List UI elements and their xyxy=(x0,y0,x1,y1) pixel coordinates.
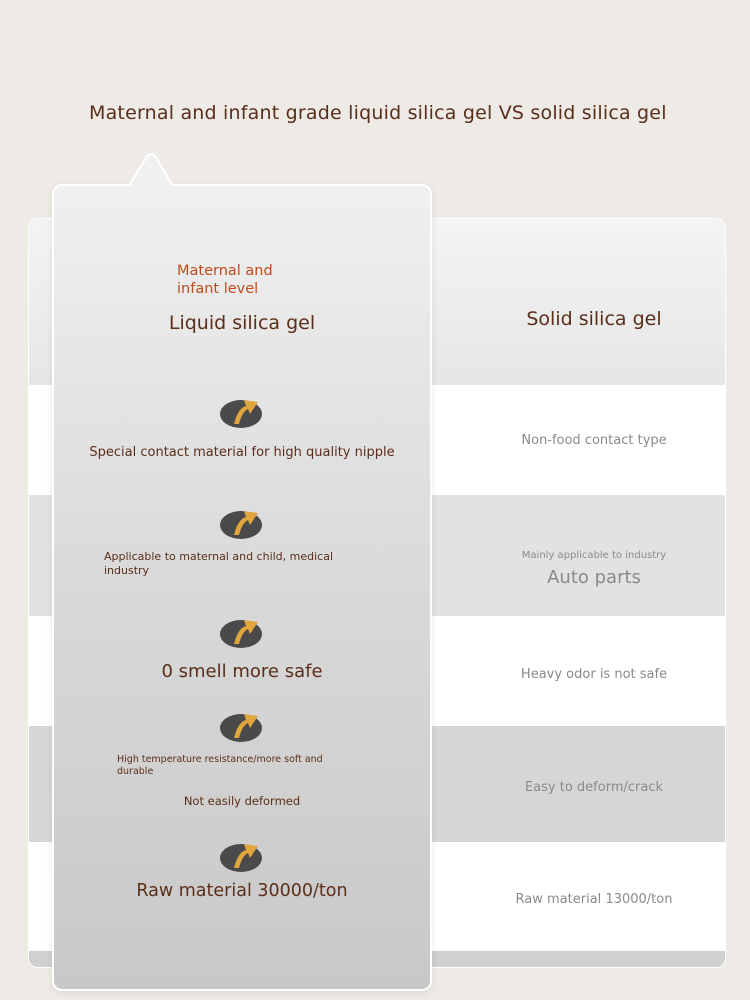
solid-silica-header-label: Solid silica gel xyxy=(526,308,662,330)
right-cell-5 xyxy=(461,845,726,954)
right-cell-1 xyxy=(461,385,726,495)
right-cell-text: Auto parts xyxy=(547,567,641,588)
right-cell-text: Non-food contact type xyxy=(521,432,667,448)
up-arrow-circle-icon xyxy=(220,499,264,545)
right-cell-text: Heavy odor is not safe xyxy=(520,666,668,682)
liquid-silica-header: Liquid silica gel xyxy=(168,312,316,334)
up-arrow-circle-icon xyxy=(220,608,264,654)
liquid-row-4-subtext: Not easily deformed xyxy=(183,794,301,808)
right-cell-text: Raw material 13000/ton xyxy=(515,892,673,907)
liquid-row-2-text: Applicable to maternal and child, medical industry xyxy=(104,550,334,577)
right-cell-3 xyxy=(461,619,726,729)
right-cell-4 xyxy=(461,729,726,845)
panel-pointer xyxy=(129,152,173,186)
up-arrow-circle-icon xyxy=(220,702,264,748)
up-arrow-circle-icon xyxy=(220,388,264,434)
up-arrow-circle-icon xyxy=(220,832,264,878)
liquid-row-4-text: High temperature resistance/more soft and durable xyxy=(117,754,323,777)
right-cell-subtext: Mainly applicable to industry xyxy=(521,550,667,561)
right-cell-2 xyxy=(461,511,726,627)
liquid-row-3-text: 0 smell more safe xyxy=(161,661,323,682)
liquid-row-5-text: Raw material 30000/ton xyxy=(136,881,348,901)
page-title: Maternal and infant grade liquid silica gel VS solid silica gel xyxy=(89,102,667,124)
maternal-infant-level-label: Maternal and infant level xyxy=(177,263,273,297)
liquid-row-1-text: Special contact material for high quality nipple xyxy=(89,445,395,460)
right-cell-text: Easy to deform/crack xyxy=(524,779,664,795)
